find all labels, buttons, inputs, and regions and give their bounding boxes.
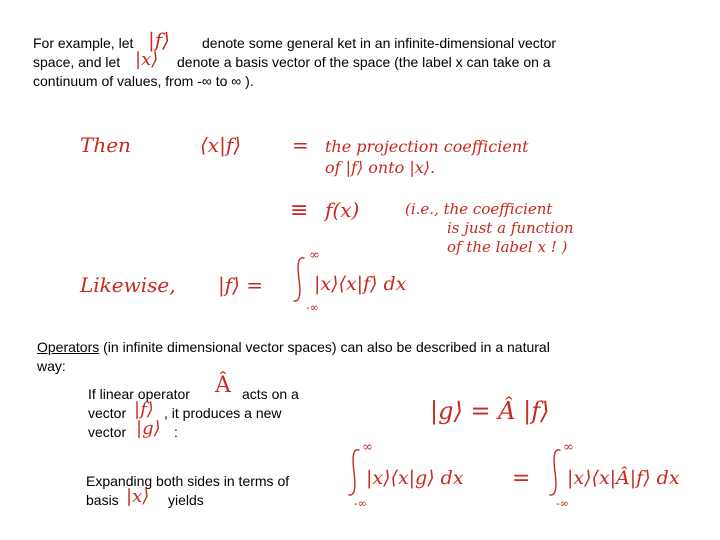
hw-projection-line2: of |f⟩ onto |x⟩. bbox=[325, 158, 436, 177]
hw-ie-line3: of the label x ! ) bbox=[447, 238, 568, 256]
hw-fx: f(x) bbox=[325, 198, 360, 222]
operators-heading-rest: (in infinite dimensional vector spaces) can also be described in a natural bbox=[99, 339, 550, 355]
op-ket-g: |g⟩ bbox=[136, 418, 161, 439]
hw-then: Then bbox=[80, 133, 131, 157]
expand-ket-x: |x⟩ bbox=[126, 486, 150, 507]
lhs-int-upper: ∞ bbox=[362, 440, 373, 455]
hw-ie-line2: is just a function bbox=[447, 219, 574, 237]
hw-equiv: ≡ bbox=[290, 198, 309, 223]
op-text-3b: : bbox=[174, 424, 178, 440]
intro-text-2a: space, and let bbox=[33, 54, 121, 70]
op-hat-a: Â bbox=[215, 373, 231, 398]
op-text-2a: vector bbox=[88, 405, 127, 421]
intro-text-1a: For example, let bbox=[33, 35, 134, 51]
hw-ket-f-equals: |f⟩ = bbox=[218, 273, 264, 297]
rhs-integral-icon bbox=[546, 447, 566, 503]
lhs-integrand: |x⟩⟨x|g⟩ dx bbox=[366, 467, 464, 489]
lhs-int-lower: -∞ bbox=[354, 497, 367, 510]
hw-int-upper: ∞ bbox=[309, 248, 320, 263]
hw-int-lower: -∞ bbox=[306, 301, 319, 314]
hw-equals-3: = bbox=[512, 466, 531, 491]
hw-projection-line1: the projection coefficient bbox=[325, 137, 529, 156]
op-text-2b: , it produces a new bbox=[164, 405, 282, 421]
hw-bracket-x-f: ⟨x|f⟩ bbox=[200, 133, 242, 157]
op-text-1a: If linear operator bbox=[88, 386, 190, 402]
intro-line-1 bbox=[33, 34, 133, 53]
op-text-1b: acts on a bbox=[242, 386, 299, 402]
hw-ie-line1: (i.e., the coefficient bbox=[405, 200, 553, 218]
expand-text-1: Expanding both sides in terms of bbox=[86, 473, 290, 489]
intro-text-2b: denote a basis vector of the space (the label x can take on a bbox=[177, 54, 551, 70]
rhs-integrand: |x⟩⟨x|Â|f⟩ dx bbox=[567, 467, 680, 489]
operators-heading-line2: way: bbox=[37, 358, 66, 374]
hw-equals-1: = bbox=[292, 133, 309, 157]
op-text-3a: vector bbox=[88, 424, 127, 440]
operators-heading bbox=[37, 338, 550, 357]
hw-g-equals-af: |g⟩ = Â |f⟩ bbox=[430, 397, 550, 425]
lhs-integral-icon bbox=[345, 447, 365, 503]
operators-link[interactable]: Operators bbox=[37, 339, 100, 355]
expand-text-2b: yields bbox=[168, 492, 204, 508]
intro-text-3: continuum of values, from -∞ to ∞ ). bbox=[33, 73, 254, 89]
hw-integrand: |x⟩⟨x|f⟩ dx bbox=[314, 273, 407, 295]
rhs-int-lower: -∞ bbox=[556, 497, 569, 510]
intro-text-1b: denote some general ket in an infinite-dimensional vector bbox=[202, 35, 557, 51]
rhs-int-upper: ∞ bbox=[563, 440, 574, 455]
expand-text-2a: basis bbox=[86, 492, 119, 508]
hw-likewise: Likewise, bbox=[80, 273, 176, 297]
ket-x-inline: |x⟩ bbox=[135, 49, 159, 70]
op-ket-f: |f⟩ bbox=[134, 399, 154, 420]
ket-f-inline: |f⟩ bbox=[148, 28, 170, 52]
